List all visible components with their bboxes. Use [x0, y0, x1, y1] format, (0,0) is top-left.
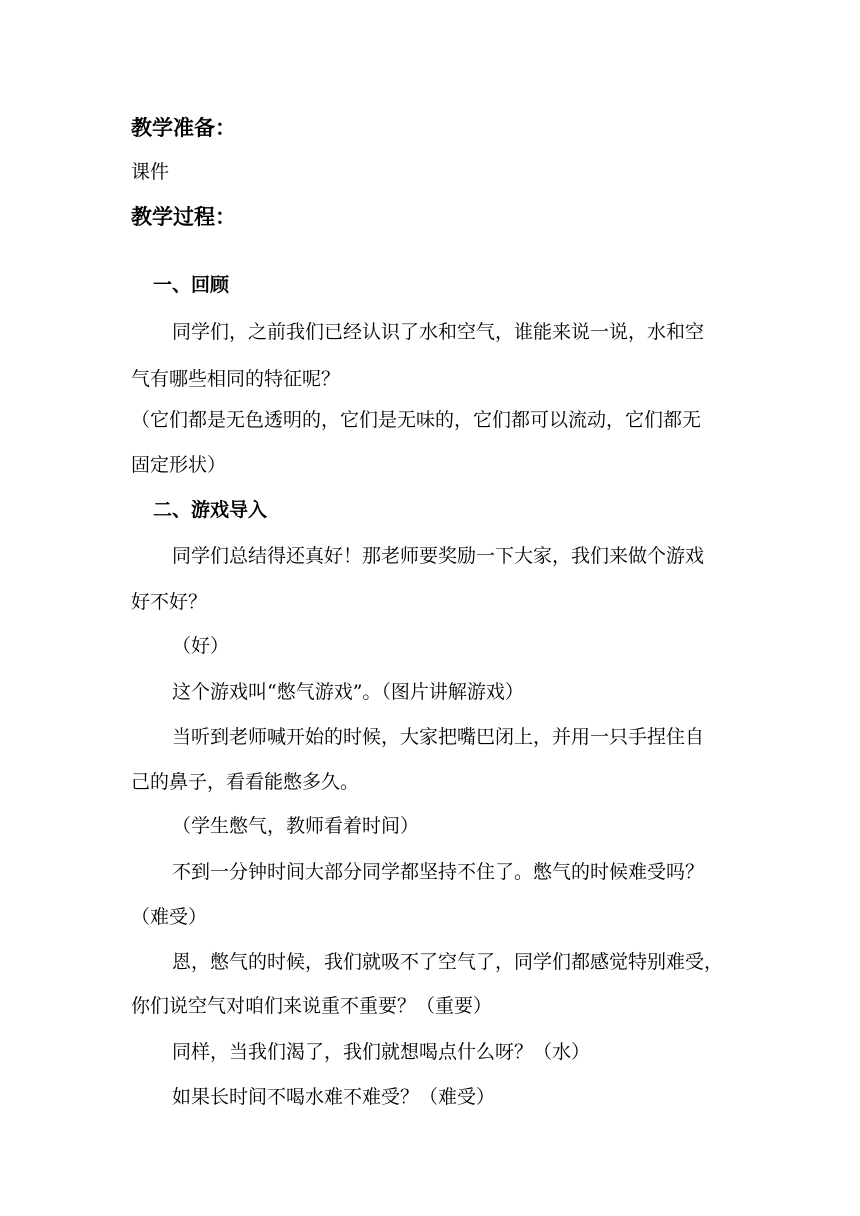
paragraph-line: （它们都是无色透明的，它们是无味的，它们都可以流动，它们都无: [131, 409, 702, 431]
paragraph-line: 恩，憋气的时候，我们就吸不了空气了，同学们都感觉特别难受，: [172, 951, 724, 973]
paragraph-line: （难受）: [131, 906, 208, 928]
paragraph-line: 气有哪些相同的特征呢？: [131, 368, 341, 390]
paragraph-line: 这个游戏叫“憋气游戏”。（图片讲解游戏）: [172, 681, 524, 703]
paragraph-line: 如果长时间不喝水难不难受？（难受）: [172, 1086, 496, 1108]
prep-heading: 教学准备：: [131, 115, 236, 140]
paragraph-line: 同学们总结得还真好！那老师要奖励一下大家，我们来做个游戏: [172, 545, 705, 567]
paragraph-line: 己的鼻子，看看能憋多久。: [131, 771, 360, 793]
paragraph-line: 好不好？: [131, 591, 208, 613]
section-title: 一、回顾: [153, 274, 230, 296]
paragraph-line: 当听到老师喊开始的时候，大家把嘴巴闭上，并用一只手捏住自: [172, 726, 705, 748]
paragraph-line: 固定形状）: [131, 454, 227, 476]
process-heading: 教学过程：: [131, 204, 236, 229]
paragraph-line: 你们说空气对咱们来说重不重要？（重要）: [131, 995, 493, 1017]
paragraph-line: 同样，当我们渴了，我们就想喝点什么呀？（水）: [172, 1041, 591, 1063]
section-title: 二、游戏导入: [153, 499, 268, 521]
prep-body: 课件: [131, 161, 170, 183]
paragraph-line: 同学们，之前我们已经认识了水和空气，谁能来说一说，水和空: [172, 321, 705, 343]
paragraph-line: （好）: [172, 635, 230, 657]
paragraph-line: 不到一分钟时间大部分同学都坚持不住了。憋气的时候难受吗？: [172, 861, 705, 883]
paragraph-line: （学生憋气，教师看着时间）: [172, 815, 420, 837]
